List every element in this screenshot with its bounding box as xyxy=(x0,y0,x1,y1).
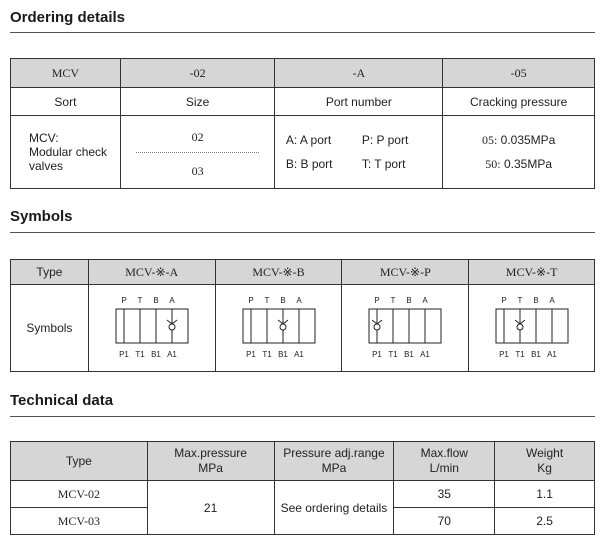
tech-pressure-adj: See ordering details xyxy=(274,481,394,535)
ordering-table xyxy=(10,58,595,189)
size-divider xyxy=(136,152,260,153)
port-label-bottom: T1 xyxy=(135,350,145,359)
sort-line-1: MCV: xyxy=(29,131,59,145)
sort-cell xyxy=(11,116,121,189)
sort-line-3: valves xyxy=(29,159,64,173)
tech-row-type: MCV-03 xyxy=(11,508,148,535)
port-label-top: B xyxy=(406,296,412,305)
code-size: -02 xyxy=(120,59,275,88)
model-a: MCV-※-A xyxy=(88,260,215,285)
port-label-top: T xyxy=(390,296,396,305)
port-label-top: A xyxy=(295,296,302,305)
port-b: B: B port xyxy=(285,157,333,171)
port-label-top: A xyxy=(169,296,175,305)
check-valve-symbol-icon xyxy=(365,293,445,363)
tech-row-max-flow: 35 xyxy=(394,481,495,508)
symbol-cell-b xyxy=(215,285,342,372)
tech-header-pressure-adj: Pressure adj.range MPa xyxy=(274,442,394,481)
port-label-bottom: B1 xyxy=(150,350,161,359)
symbol-cell-t xyxy=(469,285,595,372)
code-cracking: -05 xyxy=(443,59,595,88)
ordering-details-title: Ordering details xyxy=(10,9,126,26)
cracking-05: 05: 0.035MPa xyxy=(481,133,556,147)
port-label-top: A xyxy=(548,296,555,305)
port-label-bottom: A1 xyxy=(166,350,177,359)
size-02: 02 xyxy=(191,130,204,144)
code-port: -A xyxy=(275,59,443,88)
header-sort: Sort xyxy=(11,88,121,116)
port-label-bottom: T1 xyxy=(388,350,398,359)
tech-row-max-flow: 70 xyxy=(394,508,495,535)
size-cell xyxy=(120,116,275,189)
symbols-title: Symbols xyxy=(10,208,73,225)
tech-header-type: Type xyxy=(11,442,148,481)
port-label-bottom: B1 xyxy=(404,350,415,359)
tech-row-type: MCV-02 xyxy=(11,481,148,508)
ordering-divider xyxy=(10,32,595,33)
tech-row-weight: 2.5 xyxy=(495,508,595,535)
check-valve-symbol-icon xyxy=(239,293,319,363)
port-label-bottom: T1 xyxy=(514,350,525,359)
port-label-top: T xyxy=(517,296,523,305)
size-03: 03 xyxy=(191,164,204,178)
port-label-bottom: A1 xyxy=(420,350,431,359)
tech-max-pressure: 21 xyxy=(147,481,274,535)
check-valve-symbol-icon xyxy=(492,293,572,363)
code-mcv: MCV xyxy=(11,59,121,88)
header-cracking-pressure: Cracking pressure xyxy=(443,88,595,116)
port-label-bottom: P1 xyxy=(498,350,509,359)
model-b: MCV-※-B xyxy=(215,260,342,285)
model-t: MCV-※-T xyxy=(469,260,595,285)
model-p: MCV-※-P xyxy=(342,260,469,285)
port-a: A: A port xyxy=(285,133,332,147)
port-label-bottom: A1 xyxy=(546,350,557,359)
symbol-cell-a xyxy=(88,285,215,372)
tech-header-max-flow: Max.flow L/min xyxy=(394,442,495,481)
port-label-top: P xyxy=(374,296,380,305)
port-label-top: T xyxy=(264,296,269,305)
technical-divider xyxy=(10,416,595,417)
port-t: T: T port xyxy=(361,157,406,171)
port-label-bottom: T1 xyxy=(261,350,272,359)
port-label-top: B xyxy=(153,296,159,305)
tech-header-weight: Weight Kg xyxy=(495,442,595,481)
check-valve-symbol-icon xyxy=(112,293,192,363)
symbols-type-header: Type xyxy=(11,260,89,285)
port-label-top: T xyxy=(137,296,143,305)
port-label-top: B xyxy=(532,296,539,305)
technical-table xyxy=(10,441,595,535)
port-label-top: B xyxy=(279,296,286,305)
port-label-bottom: B1 xyxy=(530,350,541,359)
port-label-top: P xyxy=(121,296,127,305)
port-label-top: P xyxy=(500,296,507,305)
symbols-row-label: Symbols xyxy=(11,285,89,372)
symbols-table xyxy=(10,259,595,372)
header-port-number: Port number xyxy=(275,88,443,116)
cracking-cell xyxy=(443,116,595,189)
header-size: Size xyxy=(120,88,275,116)
port-p: P: P port xyxy=(361,133,409,147)
port-label-bottom: A1 xyxy=(293,350,304,359)
symbol-cell-p xyxy=(342,285,469,372)
symbols-divider xyxy=(10,232,595,233)
cracking-50: 50: 0.35MPa xyxy=(485,157,552,171)
port-label-top: P xyxy=(247,296,254,305)
port-label-bottom: B1 xyxy=(277,350,288,359)
port-cell xyxy=(275,116,443,189)
port-label-top: A xyxy=(422,296,428,305)
port-label-bottom: P1 xyxy=(118,350,129,359)
port-label-bottom: P1 xyxy=(372,350,383,359)
technical-data-title: Technical data xyxy=(10,392,114,409)
sort-line-2: Modular check xyxy=(29,145,108,159)
tech-row-weight: 1.1 xyxy=(495,481,595,508)
tech-header-max-pressure: Max.pressure MPa xyxy=(147,442,274,481)
port-label-bottom: P1 xyxy=(245,350,256,359)
